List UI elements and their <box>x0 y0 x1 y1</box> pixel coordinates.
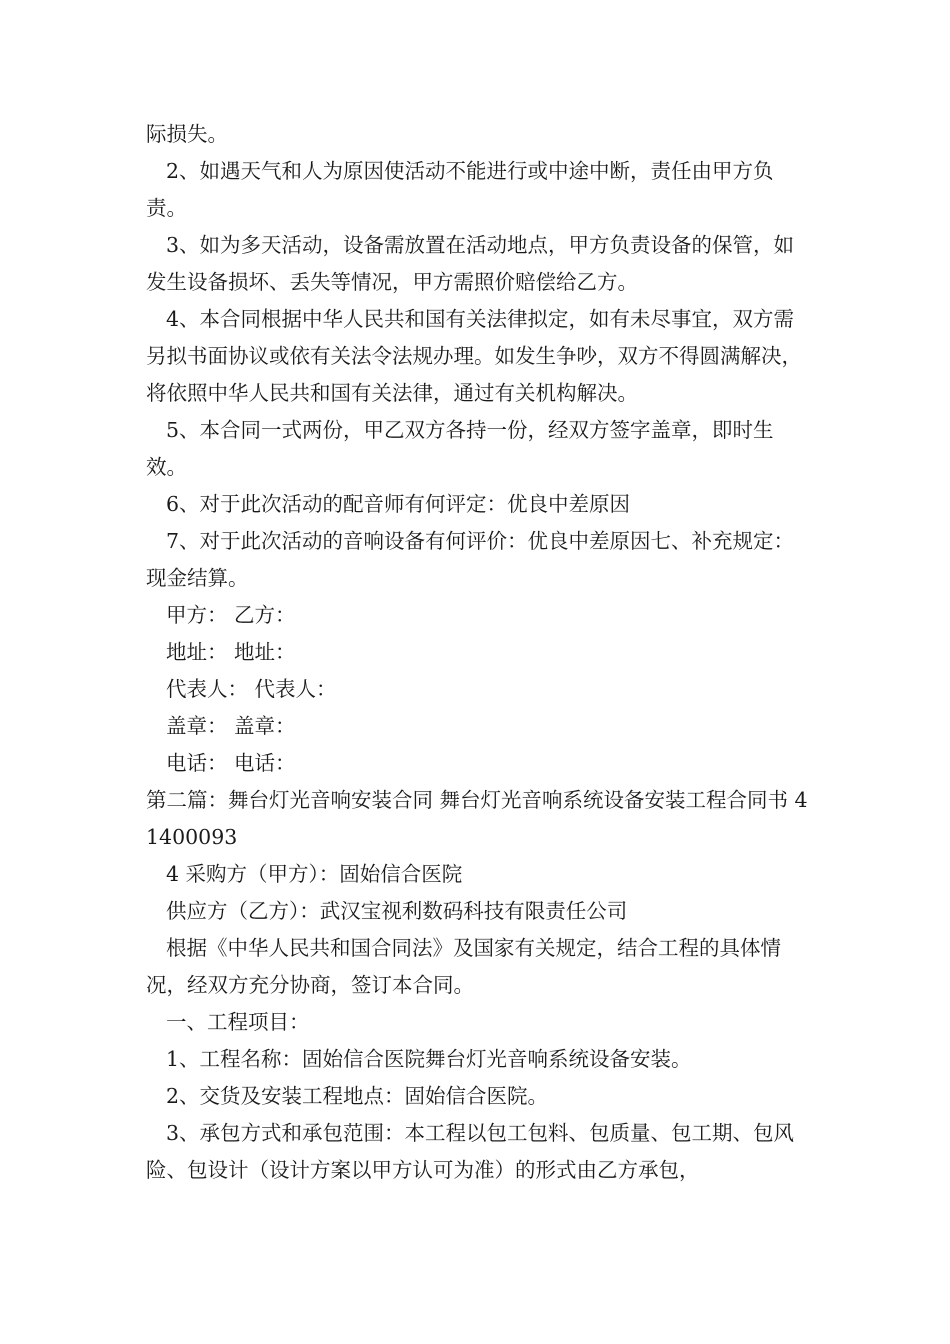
signature-line-phone: 电话： 电话： <box>166 751 296 775</box>
paragraph: 1、工程名称：固始信合医院舞台灯光音响系统设备安装。 <box>166 1047 692 1071</box>
paragraph: 3、如为多天活动，设备需放置在活动地点，甲方负责设备的保管，如发生设备损坏、丢失等情况，甲方需照价赔偿给乙方。 <box>146 233 795 294</box>
paragraph: 际损失。 <box>146 122 228 146</box>
paragraph: 4 采购方（甲方）：固始信合医院 <box>166 862 463 886</box>
paragraph: 2、交货及安装工程地点：固始信合医院。 <box>166 1084 549 1108</box>
paragraph: 2、如遇天气和人为原因使活动不能进行或中途中断，责任由甲方负责。 <box>146 159 774 220</box>
paragraph: 4、本合同根据中华人民共和国有关法律拟定，如有未尽事宜，双方需另拟书面协议或依有关法令法规办理。如发生争吵，双方不得圆满解决，将依照中华人民共和国有关法律，通过有关机构解决。 <box>146 307 802 405</box>
signature-line-representative: 代表人： 代表人： <box>166 677 337 701</box>
document-page <box>146 116 814 1189</box>
paragraph: 根据《中华人民共和国合同法》及国家有关规定，结合工程的具体情况，经双方充分协商，签订本合同。 <box>146 936 781 997</box>
paragraph: 一、工程项目： <box>166 1010 310 1034</box>
paragraph: 5、本合同一式两份，甲乙双方各持一份，经双方签字盖章，即时生效。 <box>146 418 774 479</box>
signature-line-party: 甲方： 乙方： <box>166 603 296 627</box>
paragraph: 供应方（乙方）：武汉宝视利数码科技有限责任公司 <box>166 899 628 923</box>
section-heading: 第二篇：舞台灯光音响安装合同 舞台灯光音响系统设备安装工程合同书 41400093 <box>146 788 808 849</box>
paragraph: 6、对于此次活动的配音师有何评定：优良中差原因 <box>166 492 631 516</box>
signature-line-seal: 盖章： 盖章： <box>166 714 296 738</box>
signature-line-address: 地址： 地址： <box>166 640 296 664</box>
paragraph: 7、对于此次活动的音响设备有何评价：优良中差原因七、补充规定：现金结算。 <box>146 529 795 590</box>
paragraph: 3、承包方式和承包范围：本工程以包工包料、包质量、包工期、包风险、包设计（设计方案以甲方认可为准）的形式由乙方承包， <box>146 1121 795 1182</box>
